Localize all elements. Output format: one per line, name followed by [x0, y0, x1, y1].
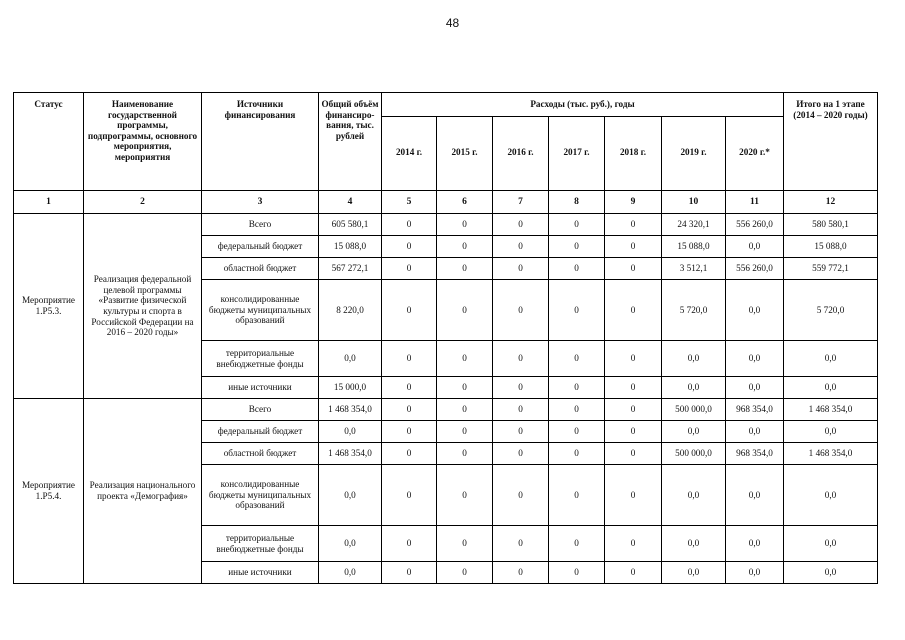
year-cell: 0 [549, 465, 605, 526]
year-cell: 0 [437, 258, 493, 280]
column-number: 9 [605, 191, 662, 214]
year-cell: 0 [605, 526, 662, 562]
measure-name: Реализация национального проекта «Демография» [84, 399, 202, 584]
year-cell: 15 088,0 [662, 236, 726, 258]
year-cell: 0 [549, 341, 605, 377]
header-year: 2016 г. [493, 117, 549, 191]
year-cell: 0 [382, 421, 437, 443]
header-status: Статус [14, 93, 84, 191]
stage-total-cell: 0,0 [784, 421, 878, 443]
total-cell: 8 220,0 [319, 280, 382, 341]
column-number: 11 [726, 191, 784, 214]
year-cell: 0 [605, 562, 662, 584]
total-cell: 605 580,1 [319, 214, 382, 236]
year-cell: 0 [605, 214, 662, 236]
stage-total-cell: 0,0 [784, 562, 878, 584]
stage-total-cell: 0,0 [784, 341, 878, 377]
year-cell: 0 [605, 280, 662, 341]
year-cell: 0 [549, 377, 605, 399]
budget-table [13, 92, 878, 584]
source-cell: областной бюджет [202, 443, 319, 465]
year-cell: 556 260,0 [726, 258, 784, 280]
header-stage-total: Итого на 1 этапе (2014 – 2020 годы) [784, 93, 878, 191]
year-cell: 0 [549, 562, 605, 584]
year-cell: 0 [382, 399, 437, 421]
total-cell: 0,0 [319, 341, 382, 377]
total-cell: 0,0 [319, 562, 382, 584]
year-cell: 0 [382, 377, 437, 399]
header-year: 2019 г. [662, 117, 726, 191]
year-cell: 0 [437, 526, 493, 562]
column-number: 4 [319, 191, 382, 214]
year-cell: 0 [382, 526, 437, 562]
column-number: 8 [549, 191, 605, 214]
year-cell: 968 354,0 [726, 399, 784, 421]
column-number: 2 [84, 191, 202, 214]
year-cell: 556 260,0 [726, 214, 784, 236]
year-cell: 0 [493, 421, 549, 443]
source-cell: Всего [202, 399, 319, 421]
year-cell: 0 [437, 236, 493, 258]
header-source: Источники финансирования [202, 93, 319, 191]
year-cell: 0,0 [726, 562, 784, 584]
header-year: 2015 г. [437, 117, 493, 191]
year-cell: 0 [382, 236, 437, 258]
year-cell: 0 [493, 341, 549, 377]
year-cell: 0 [605, 465, 662, 526]
year-cell: 0 [493, 465, 549, 526]
year-cell: 0 [437, 399, 493, 421]
year-cell: 0 [382, 443, 437, 465]
year-cell: 0 [605, 341, 662, 377]
year-cell: 0 [605, 421, 662, 443]
year-cell: 0 [493, 377, 549, 399]
year-cell: 968 354,0 [726, 443, 784, 465]
stage-total-cell: 580 580,1 [784, 214, 878, 236]
year-cell: 0 [437, 280, 493, 341]
measure-name: Реализация федеральной целевой программы «Развитие физической культуры и спорта в Российской Федерации на 2016 – 2020 годы» [84, 214, 202, 399]
source-cell: Всего [202, 214, 319, 236]
year-cell: 0 [549, 236, 605, 258]
total-cell: 15 088,0 [319, 236, 382, 258]
source-cell: иные источники [202, 377, 319, 399]
header-year: 2018 г. [605, 117, 662, 191]
column-number: 6 [437, 191, 493, 214]
header-year: 2020 г.* [726, 117, 784, 191]
year-cell: 0 [549, 258, 605, 280]
year-cell: 0 [605, 258, 662, 280]
source-cell: федеральный бюджет [202, 421, 319, 443]
year-cell: 0,0 [726, 377, 784, 399]
year-cell: 0,0 [662, 562, 726, 584]
stage-total-cell: 1 468 354,0 [784, 443, 878, 465]
year-cell: 0,0 [662, 341, 726, 377]
year-cell: 0 [437, 562, 493, 584]
year-cell: 0,0 [726, 465, 784, 526]
year-cell: 500 000,0 [662, 443, 726, 465]
header-name: Наименование государственной программы, подпрограммы, основного мероприятия, мероприятия [84, 93, 202, 191]
source-cell: консолидированные бюджеты муниципальных образований [202, 465, 319, 526]
year-cell: 0,0 [726, 236, 784, 258]
year-cell: 0 [549, 526, 605, 562]
year-cell: 0 [382, 562, 437, 584]
year-cell: 0 [382, 258, 437, 280]
stage-total-cell: 15 088,0 [784, 236, 878, 258]
stage-total-cell: 0,0 [784, 526, 878, 562]
total-cell: 0,0 [319, 421, 382, 443]
year-cell: 0 [437, 443, 493, 465]
year-cell: 0 [437, 421, 493, 443]
measure-status: Мероприятие 1.Р5.4. [14, 399, 84, 584]
source-cell: консолидированные бюджеты муниципальных образований [202, 280, 319, 341]
year-cell: 0 [605, 443, 662, 465]
year-cell: 0,0 [662, 526, 726, 562]
total-cell: 0,0 [319, 465, 382, 526]
year-cell: 0 [493, 562, 549, 584]
year-cell: 0,0 [726, 341, 784, 377]
table-row [14, 214, 878, 236]
year-cell: 5 720,0 [662, 280, 726, 341]
year-cell: 0,0 [726, 421, 784, 443]
year-cell: 3 512,1 [662, 258, 726, 280]
year-cell: 0 [382, 280, 437, 341]
stage-total-cell: 1 468 354,0 [784, 399, 878, 421]
column-number: 7 [493, 191, 549, 214]
year-cell: 0 [549, 280, 605, 341]
column-number-row [14, 191, 878, 214]
total-cell: 1 468 354,0 [319, 443, 382, 465]
header-expenses: Расходы (тыс. руб.), годы [382, 93, 784, 117]
stage-total-cell: 0,0 [784, 465, 878, 526]
year-cell: 0,0 [726, 526, 784, 562]
year-cell: 0 [493, 258, 549, 280]
source-cell: иные источники [202, 562, 319, 584]
stage-total-cell: 559 772,1 [784, 258, 878, 280]
year-cell: 0 [382, 465, 437, 526]
year-cell: 0 [549, 421, 605, 443]
measure-status: Мероприятие 1.Р5.3. [14, 214, 84, 399]
year-cell: 0 [549, 399, 605, 421]
source-cell: областной бюджет [202, 258, 319, 280]
column-number: 12 [784, 191, 878, 214]
year-cell: 24 320,1 [662, 214, 726, 236]
header-year: 2014 г. [382, 117, 437, 191]
source-cell: территориальные внебюджетные фонды [202, 341, 319, 377]
year-cell: 0 [493, 236, 549, 258]
table-row [14, 399, 878, 421]
year-cell: 0 [437, 214, 493, 236]
total-cell: 567 272,1 [319, 258, 382, 280]
year-cell: 0 [437, 465, 493, 526]
year-cell: 0 [382, 341, 437, 377]
total-cell: 15 000,0 [319, 377, 382, 399]
header-total: Общий объём финансиро-вания, тыс. рублей [319, 93, 382, 191]
header-year: 2017 г. [549, 117, 605, 191]
column-number: 10 [662, 191, 726, 214]
year-cell: 0,0 [662, 421, 726, 443]
year-cell: 0 [493, 399, 549, 421]
page-number: 48 [445, 16, 460, 30]
source-cell: федеральный бюджет [202, 236, 319, 258]
total-cell: 0,0 [319, 526, 382, 562]
year-cell: 0 [605, 236, 662, 258]
year-cell: 0,0 [726, 280, 784, 341]
column-number: 1 [14, 191, 84, 214]
year-cell: 500 000,0 [662, 399, 726, 421]
year-cell: 0 [493, 443, 549, 465]
year-cell: 0,0 [662, 465, 726, 526]
stage-total-cell: 0,0 [784, 377, 878, 399]
year-cell: 0 [493, 526, 549, 562]
year-cell: 0,0 [662, 377, 726, 399]
year-cell: 0 [605, 377, 662, 399]
total-cell: 1 468 354,0 [319, 399, 382, 421]
year-cell: 0 [382, 214, 437, 236]
source-cell: территориальные внебюджетные фонды [202, 526, 319, 562]
year-cell: 0 [549, 214, 605, 236]
stage-total-cell: 5 720,0 [784, 280, 878, 341]
year-cell: 0 [493, 280, 549, 341]
column-number: 3 [202, 191, 319, 214]
year-cell: 0 [549, 443, 605, 465]
year-cell: 0 [437, 341, 493, 377]
year-cell: 0 [437, 377, 493, 399]
year-cell: 0 [493, 214, 549, 236]
year-cell: 0 [605, 399, 662, 421]
column-number: 5 [382, 191, 437, 214]
